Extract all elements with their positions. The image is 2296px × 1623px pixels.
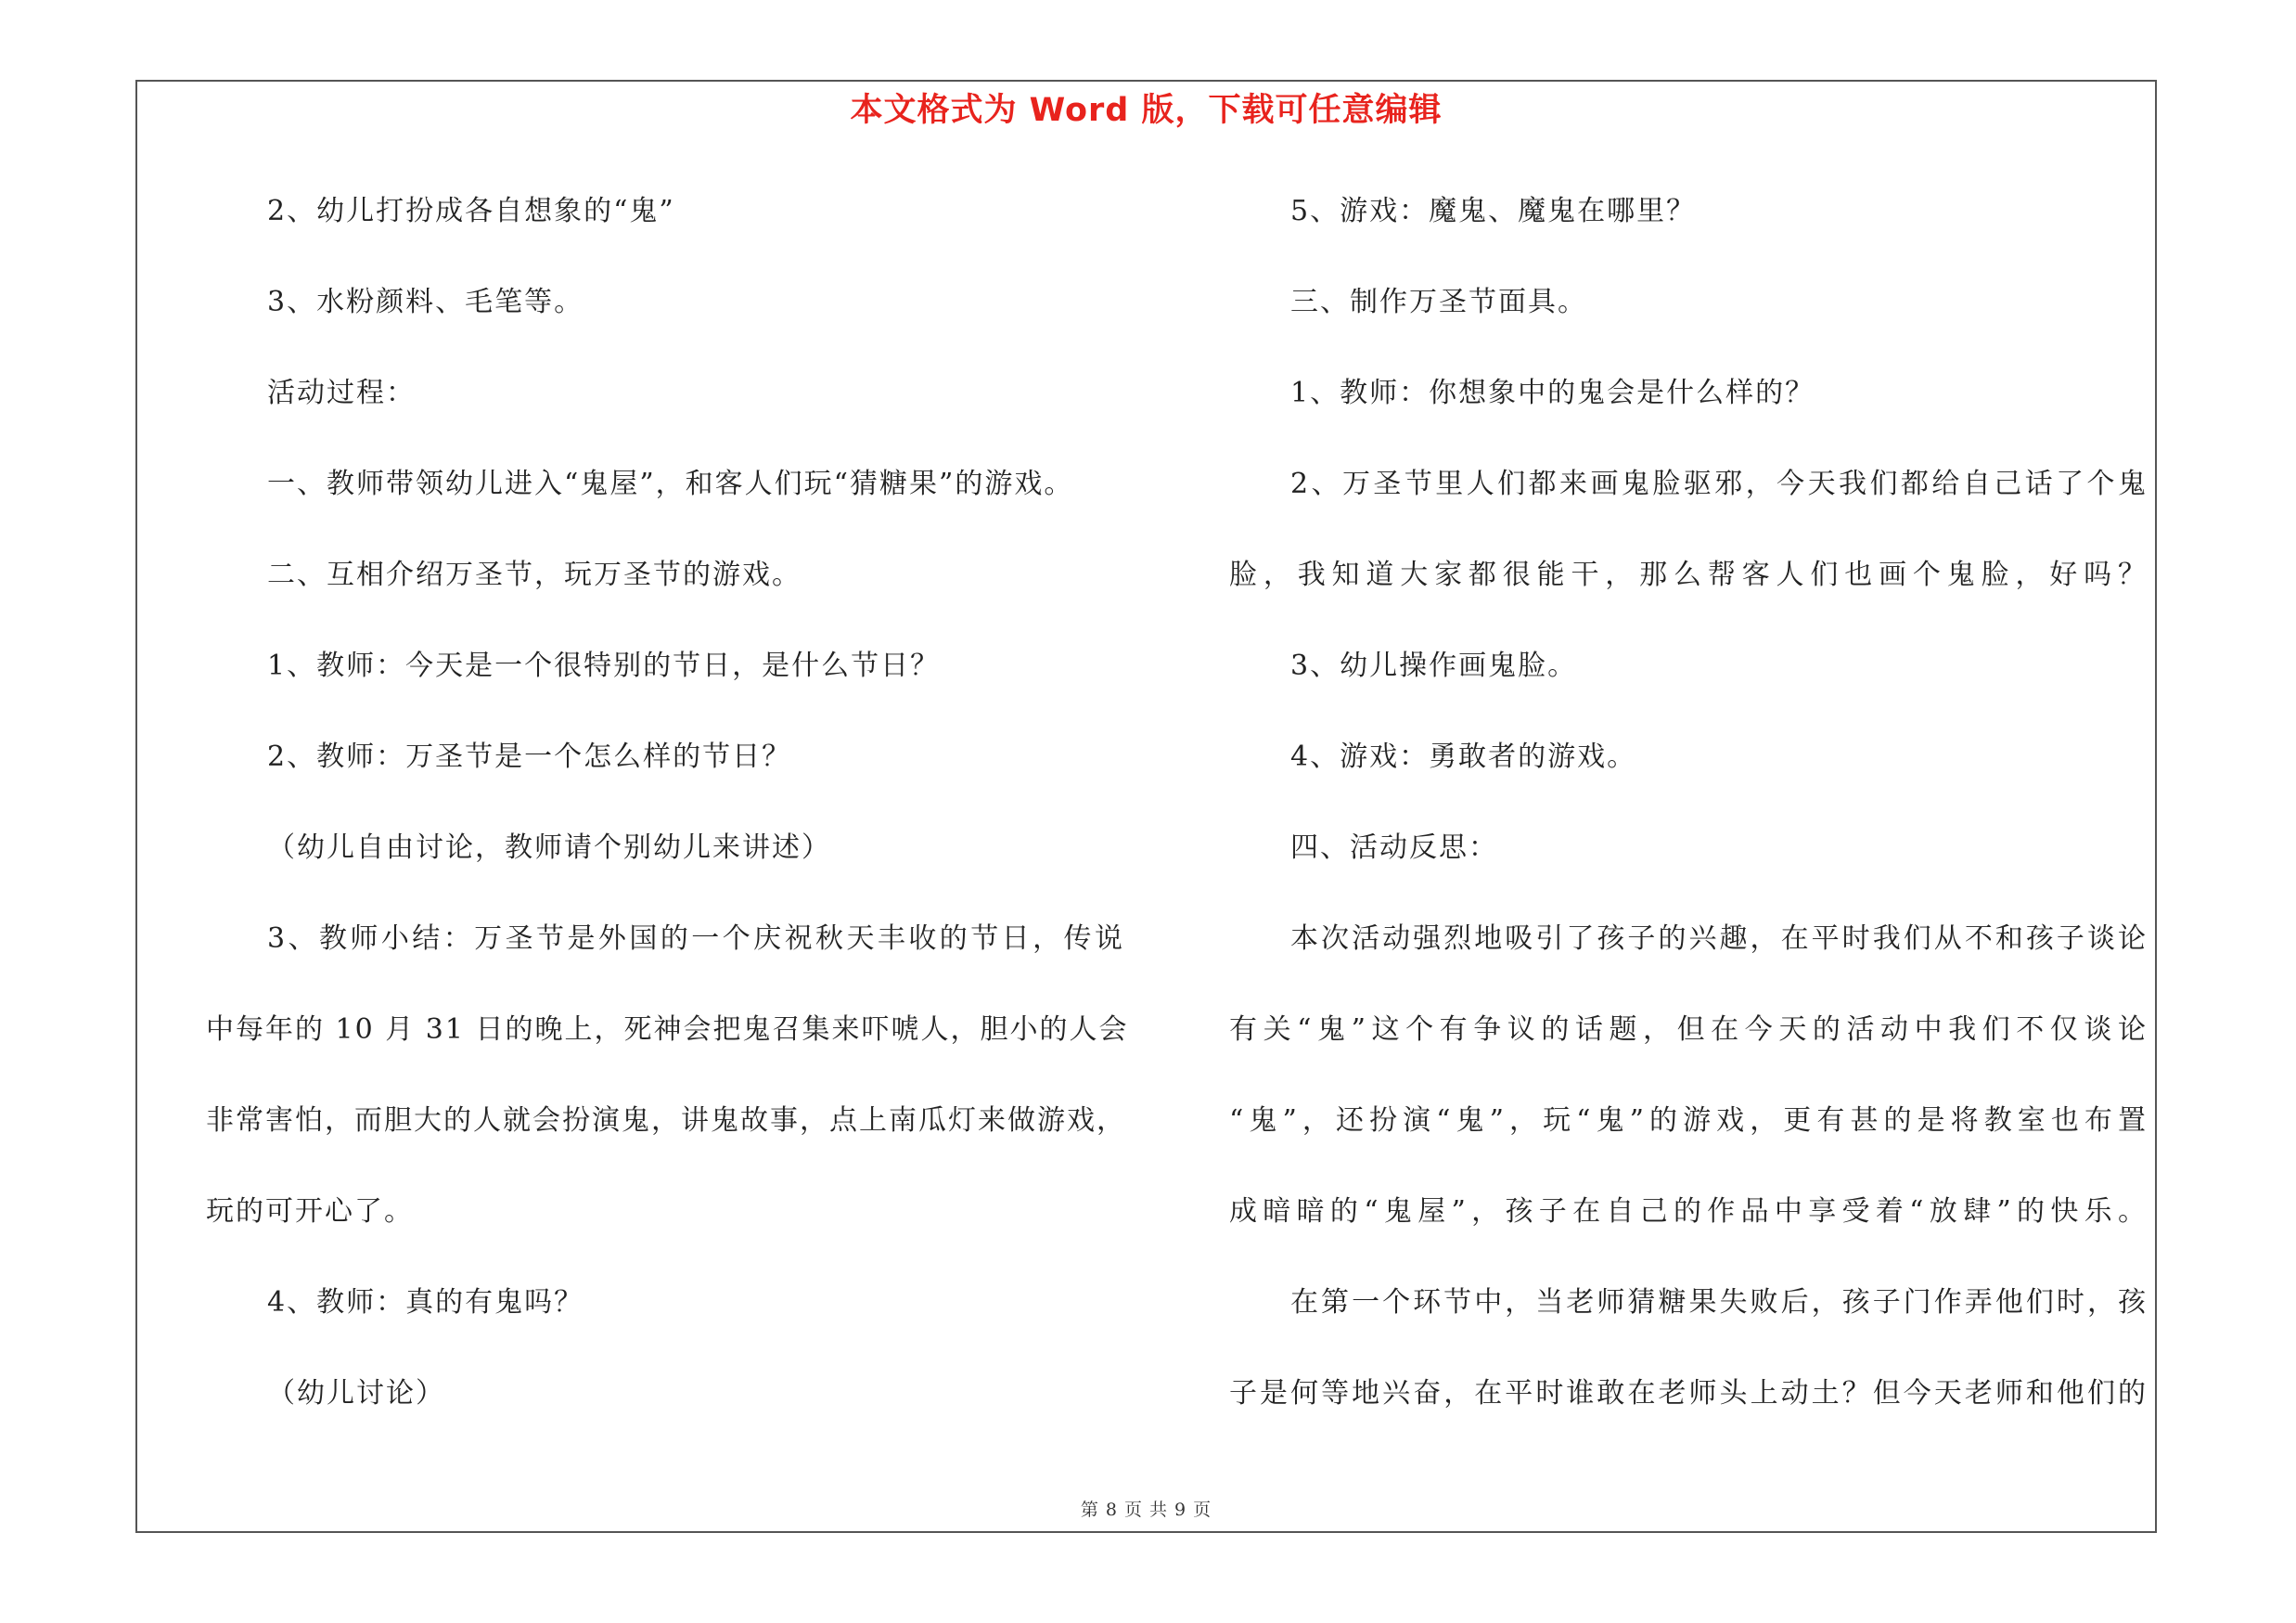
section-heading: 三、制作万圣节面具。 [1290, 286, 1587, 318]
paragraph-line: 4、游戏：勇敢者的游戏。 [1290, 741, 1637, 773]
paragraph-line: 1、教师：今天是一个很特别的节日，是什么节日？ [267, 650, 941, 682]
document-banner: 本文格式为 Word 版，下载可任意编辑 [850, 92, 1443, 129]
paragraph-line: 1、教师：你想象中的鬼会是什么样的？ [1290, 377, 1815, 409]
section-heading: 四、活动反思： [1290, 831, 1498, 864]
section-heading: 活动过程： [267, 377, 416, 409]
paragraph-line: 5、游戏：魔鬼、魔鬼在哪里？ [1290, 195, 1697, 227]
paragraph-line: 2、万圣节里人们都来画鬼脸驱邪，今天我们都给自己话了个鬼 [1290, 468, 2148, 500]
paragraph-line: 非常害怕，而胆大的人就会扮演鬼，讲鬼故事，点上南瓜灯来做游戏， [206, 1104, 1126, 1137]
paragraph-line: 玩的可开心了。 [206, 1195, 414, 1228]
section-heading: 二、互相介绍万圣节，玩万圣节的游戏。 [267, 559, 802, 591]
right-column [1229, 182, 2148, 1455]
paragraph-line: 中每年的 10 月 31 日的晚上，死神会把鬼召集来吓唬人，胆小的人会 [206, 1013, 1129, 1046]
paragraph-line: 成暗暗的“鬼屋”，孩子在自己的作品中享受着“放肆”的快乐。 [1229, 1195, 2148, 1228]
paragraph-line: 3、幼儿操作画鬼脸。 [1290, 650, 1578, 682]
paragraph-line: （幼儿自由讨论，教师请个别幼儿来讲述） [267, 831, 831, 864]
paragraph-line: 脸，我知道大家都很能干，那么帮客人们也画个鬼脸，好吗？ [1229, 559, 2148, 591]
paragraph-line: 4、教师：真的有鬼吗？ [267, 1286, 584, 1319]
paragraph-line: 本次活动强烈地吸引了孩子的兴趣，在平时我们从不和孩子谈论 [1290, 922, 2148, 955]
left-column [206, 182, 1129, 1455]
paragraph-line: 2、教师：万圣节是一个怎么样的节日？ [267, 741, 792, 773]
paragraph-line: “鬼”，还扮演“鬼”，玩“鬼”的游戏，更有甚的是将教室也布置 [1229, 1104, 2148, 1137]
paragraph-line: 3、水粉颜料、毛笔等。 [267, 286, 584, 318]
paragraph-line: 3、教师小结：万圣节是外国的一个庆祝秋天丰收的节日，传说 [267, 922, 1124, 955]
paragraph-line: 2、幼儿打扮成各自想象的“鬼” [267, 195, 675, 227]
paragraph-line: 在第一个环节中，当老师猜糖果失败后，孩子门作弄他们时，孩 [1290, 1286, 2148, 1319]
page-number: 第 8 页 共 9 页 [1080, 1500, 1212, 1520]
paragraph-line: 有关“鬼”这个有争议的话题，但在今天的活动中我们不仅谈论 [1229, 1013, 2148, 1046]
paragraph-line: 子是何等地兴奋，在平时谁敢在老师头上动土？但今天老师和他们的 [1229, 1377, 2148, 1410]
section-heading: 一、教师带领幼儿进入“鬼屋”，和客人们玩“猜糖果”的游戏。 [267, 468, 1074, 500]
paragraph-line: （幼儿讨论） [267, 1377, 445, 1410]
